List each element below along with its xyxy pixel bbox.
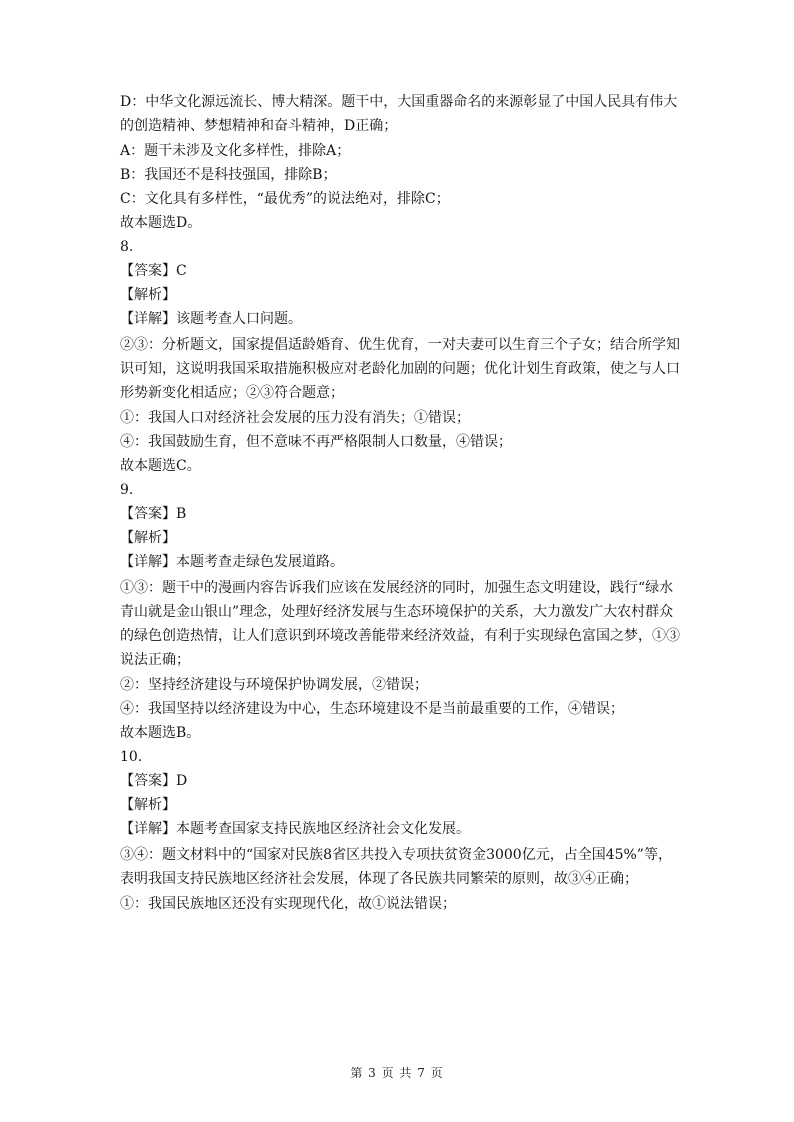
paragraph: D：中华文化源远流长、博大精深。题干中，大国重器命名的来源彰显了中国人民具有伟大的创造精神、梦想精神和奋斗精神，D正确； (120, 94, 678, 134)
paragraph: ②③：分析题文，国家提倡适龄婚育、优生优育，一对夫妻可以生育三个子女；结合所学知识可知，这说明我国采取措施积极应对老龄化加剧的问题；优化计划生育政策，使之与人口形势新变化相适应；②③符合题意； (120, 337, 680, 401)
question-number: 8. (120, 239, 134, 255)
paragraph: ③④：题文材料中的“国家对民族8省区共投入专项扶贫资金3000亿元，占全国45%”等，表明我国支持民族地区经济社会发展，体现了各民族共同繁荣的原则，故③④正确； (120, 847, 672, 887)
document-body (120, 90, 680, 918)
answer-line: 【答案】B (120, 506, 187, 522)
question-number: 10. (120, 749, 143, 765)
text-line: 故本题选B。 (120, 725, 201, 741)
text-line: ①：我国民族地区还没有实现现代化，故①说法错误； (120, 896, 456, 912)
analysis-heading: 【解析】 (120, 287, 176, 303)
detail-line: 【详解】本题考查走绿色发展道路。 (120, 554, 344, 570)
answer-line: 【答案】D (120, 773, 188, 789)
analysis-heading: 【解析】 (120, 797, 176, 813)
answer-line: 【答案】C (120, 263, 187, 279)
text-line: ①：我国人口对经济社会发展的压力没有消失；①错误； (120, 410, 470, 426)
question-number: 9. (120, 482, 134, 498)
text-line: ④：我国鼓励生育，但不意味不再严格限制人口数量，④错误； (120, 434, 512, 450)
analysis-heading: 【解析】 (120, 530, 176, 546)
detail-line: 【详解】该题考查人口问题。 (120, 311, 302, 327)
text-line: C：文化具有多样性，“最优秀”的说法绝对，排除C； (120, 191, 450, 207)
detail-line: 【详解】本题考查国家支持民族地区经济社会文化发展。 (120, 821, 470, 837)
text-line: A：题干未涉及文化多样性，排除A； (120, 143, 351, 159)
text-line: B：我国还不是科技强国，排除B； (120, 167, 337, 183)
text-line: 故本题选D。 (120, 215, 202, 231)
text-line: ②：坚持经济建设与环境保护协调发展，②错误； (120, 677, 428, 693)
text-line: ④：我国坚持以经济建设为中心，生态环境建设不是当前最重要的工作，④错误； (120, 701, 624, 717)
paragraph: ①③：题干中的漫画内容告诉我们应该在发展经济的同时，加强生态文明建设，践行“绿水青山就是金山银山”理念，处理好经济发展与生态环境保护的关系，大力激发广大农村群众的绿色创造热情，让人们意识到环境改善能带来经济效益，有利于实现绿色富国之梦，①③说法正确； (120, 580, 680, 668)
page-footer: 第 3 页 共 7 页 (350, 1066, 444, 1080)
text-line: 故本题选C。 (120, 458, 201, 474)
